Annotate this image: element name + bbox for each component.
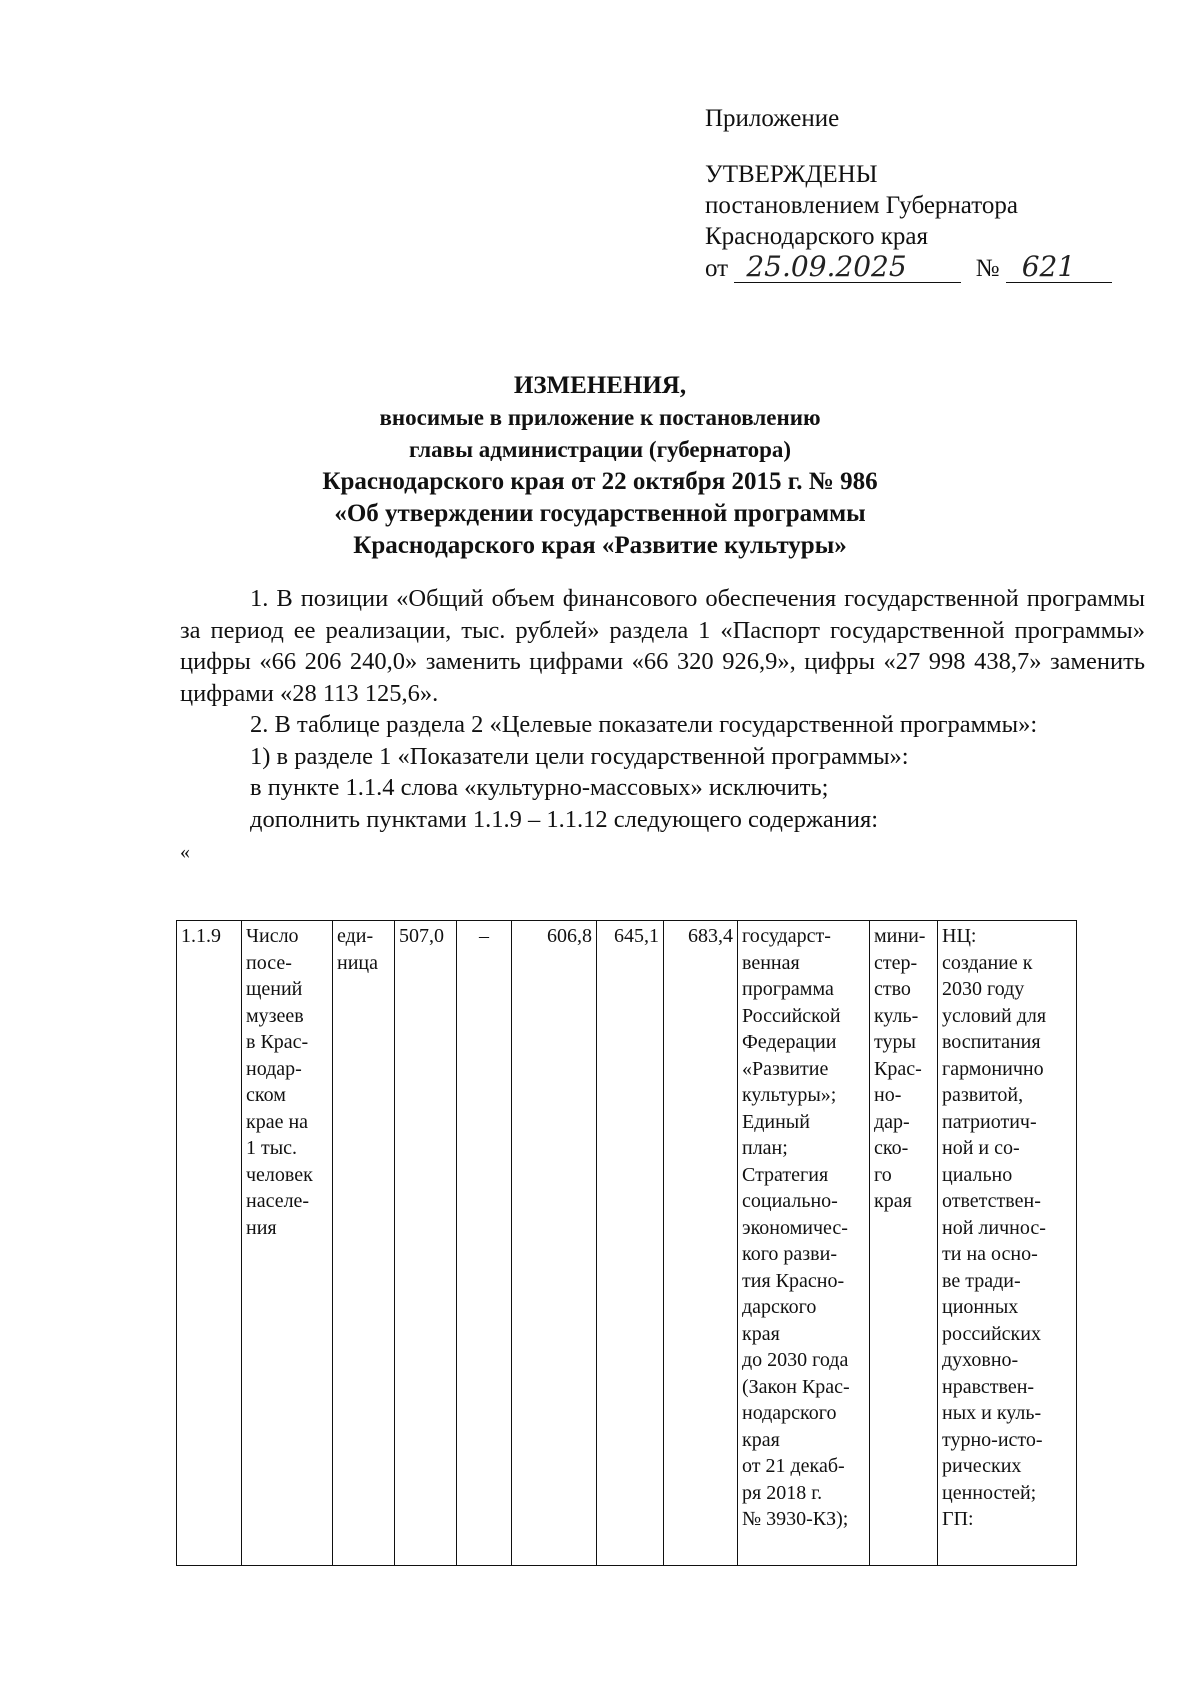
cell-line: ря 2018 г. <box>742 1481 823 1504</box>
cell-value-2: 645,1 <box>597 921 664 1566</box>
title-line: главы администрации (губернатора) <box>408 437 792 462</box>
approved-by-line-1: постановлением Губернатора <box>705 192 1018 219</box>
title-line: Краснодарского края «Развитие культуры» <box>353 532 847 559</box>
cell-line: человек <box>246 1163 313 1186</box>
cell-line: от 21 декаб- <box>742 1455 845 1477</box>
table-row <box>177 921 1077 1566</box>
cell-line: «Развитие <box>742 1057 829 1080</box>
title-line: «Об утверждении государственной программы <box>334 500 866 527</box>
cell-line: циально <box>942 1163 1013 1186</box>
cell-line: края <box>874 1190 912 1212</box>
cell-line: го <box>874 1163 892 1186</box>
cell-line: ско- <box>874 1137 909 1159</box>
cell-line: населе- <box>246 1190 310 1212</box>
cell-name <box>242 921 333 1566</box>
cell-line: ница <box>337 951 378 974</box>
paragraph-2: 2. В таблице раздела 2 «Целевые показатели государственной программы»: <box>250 711 1038 738</box>
cell-line: ной личнос- <box>942 1216 1046 1239</box>
body-text <box>180 583 1145 869</box>
cell-line: венная <box>742 951 800 974</box>
cell-value-1: 606,8 <box>512 921 597 1566</box>
cell-line: ционных <box>942 1296 1019 1318</box>
cell-line: турно-исто- <box>942 1428 1043 1451</box>
cell-line: в Крас- <box>246 1031 309 1053</box>
cell-line: ценностей; <box>942 1481 1037 1504</box>
cell-line: ной и со- <box>942 1137 1020 1159</box>
approved-label: УТВЕРЖДЕНЫ <box>705 161 878 188</box>
cell-line: мини- <box>874 925 926 947</box>
cell-line: Крас- <box>874 1057 922 1080</box>
cell-line: экономичес- <box>742 1216 848 1239</box>
cell-line: создание к <box>942 951 1033 974</box>
cell-line: государст- <box>742 925 831 947</box>
cell-number: 1.1.9 <box>177 921 242 1566</box>
cell-line: план; <box>742 1137 788 1159</box>
cell-line: щений <box>246 978 303 1000</box>
cell-line: нравствен- <box>942 1375 1035 1398</box>
number-prefix: № <box>975 255 1000 282</box>
cell-line: ти на осно- <box>942 1243 1038 1265</box>
cell-line: куль- <box>874 1004 919 1027</box>
cell-line: рических <box>942 1455 1022 1477</box>
cell-line: ных и куль- <box>942 1402 1042 1424</box>
handwritten-date: 25.09.2025 <box>734 252 961 283</box>
cell-line: края <box>742 1428 780 1451</box>
cell-source <box>738 921 870 1566</box>
cell-value-3: 683,4 <box>664 921 738 1566</box>
cell-line: крае на <box>246 1110 309 1133</box>
cell-line: но- <box>874 1084 902 1106</box>
cell-line: НЦ: <box>942 925 977 947</box>
cell-line: гармонично <box>942 1057 1044 1080</box>
paragraph-1: 1. В позиции «Общий объем финансового обеспечения государственной программы за период ее реализации, тыс. рублей» раздела 1 «Паспорт государственной программы» цифры «66 206 240,0» заменить цифрами «66 320 926,9», цифры «27 998 438,7» заменить цифрами «28 113 125,6». <box>180 585 1145 707</box>
cell-line: еди- <box>337 925 374 947</box>
document-title <box>0 370 1200 562</box>
title-line: вносимые в приложение к постановлению <box>379 405 821 430</box>
cell-line: 2030 году <box>942 978 1025 1000</box>
cell-unit <box>333 921 395 1566</box>
cell-line: воспитания <box>942 1031 1041 1053</box>
cell-line: дар- <box>874 1110 910 1133</box>
cell-line: туры <box>874 1031 916 1053</box>
approved-by-line-2: Краснодарского края <box>705 223 928 250</box>
cell-line: ответствен- <box>942 1190 1041 1212</box>
cell-line: Число <box>246 925 299 947</box>
cell-line: № 3930-КЗ); <box>742 1508 849 1530</box>
cell-line: ве тради- <box>942 1269 1021 1292</box>
cell-line: (Закон Крас- <box>742 1375 850 1398</box>
paragraph-3: 1) в разделе 1 «Показатели цели государственной программы»: <box>250 742 909 770</box>
date-number-line <box>705 252 1112 284</box>
cell-line: духовно- <box>942 1349 1019 1371</box>
indicators-table <box>176 920 1077 1566</box>
cell-line: ГП: <box>942 1508 974 1530</box>
cell-line: тия Красно- <box>742 1269 845 1292</box>
cell-line: Стратегия <box>742 1163 829 1186</box>
cell-line: Российской <box>742 1004 841 1027</box>
cell-line: культуры»; <box>742 1084 837 1106</box>
cell-line: музеев <box>246 1004 304 1027</box>
cell-line: 1 тыс. <box>246 1137 298 1159</box>
cell-line: нодарского <box>742 1402 837 1424</box>
cell-line: до 2030 года <box>742 1349 849 1371</box>
quote-open: « <box>180 841 190 863</box>
cell-line: кого разви- <box>742 1243 837 1265</box>
cell-line: ском <box>246 1084 286 1106</box>
cell-line: социально- <box>742 1190 838 1212</box>
cell-line: стер- <box>874 951 918 974</box>
cell-line: ство <box>874 978 911 1000</box>
cell-line: Единый <box>742 1110 810 1133</box>
cell-dash: – <box>457 921 512 1566</box>
paragraph-4: в пункте 1.1.4 слова «культурно-массовых» исключить; <box>250 774 829 801</box>
cell-line: развитой, <box>942 1084 1024 1106</box>
date-prefix: от <box>705 255 729 282</box>
cell-line: посе- <box>246 951 292 974</box>
cell-line: программа <box>742 978 834 1000</box>
cell-line: российских <box>942 1322 1041 1345</box>
cell-line: Федерации <box>742 1031 837 1053</box>
paragraph-5: дополнить пунктами 1.1.9 – 1.1.12 следующего содержания: <box>250 805 879 833</box>
cell-line: условий для <box>942 1004 1047 1027</box>
cell-line: ния <box>246 1216 277 1239</box>
cell-line: патриотич- <box>942 1110 1037 1133</box>
title-main: ИЗМЕНЕНИЯ, <box>513 372 687 399</box>
cell-responsible <box>870 921 938 1566</box>
title-line: Краснодарского края от 22 октября 2015 г. № 986 <box>322 468 878 495</box>
cell-goal <box>938 921 1077 1566</box>
appendix-label: Приложение <box>705 105 840 132</box>
cell-line: края <box>742 1322 780 1345</box>
cell-base: 507,0 <box>395 921 457 1566</box>
cell-line: нодар- <box>246 1057 302 1080</box>
cell-line: дарского <box>742 1296 817 1318</box>
handwritten-number: 621 <box>1006 252 1112 283</box>
